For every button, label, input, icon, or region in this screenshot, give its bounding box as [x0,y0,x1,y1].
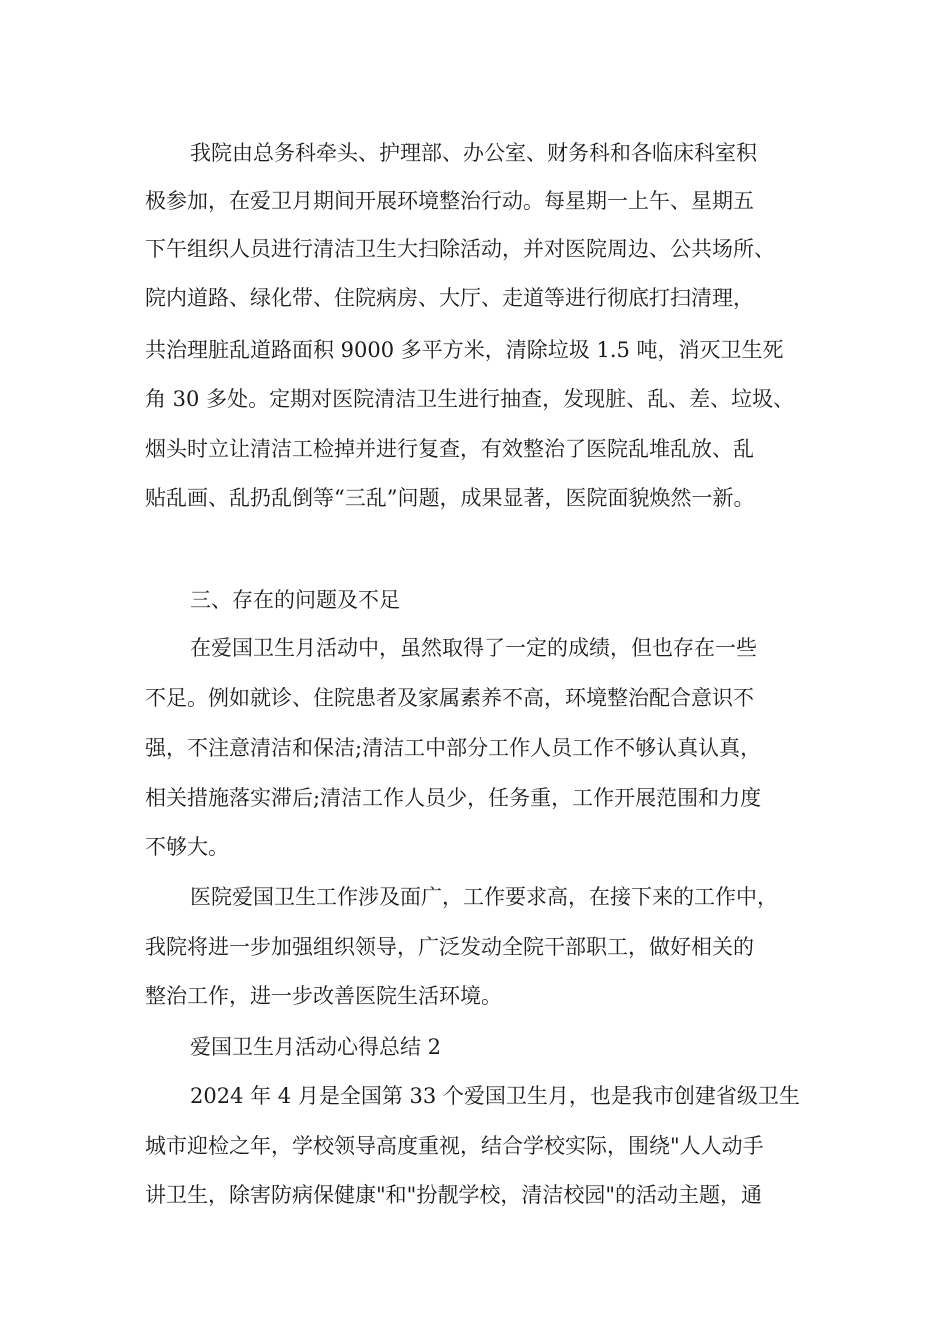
paragraph-4-line-1: 2024 年 4 月是全国第 33 个爱国卫生月，也是我市创建省级卫生 [190,1084,800,1108]
paragraph-1-line-3: 下午组织人员进行清洁卫生大扫除活动，并对医院周边、公共场所、 [145,237,775,261]
paragraph-1-line-1: 我院由总务科牵头、护理部、办公室、财务科和各临床科室积 [190,141,757,165]
paragraph-3-line-3: 整治工作，进一步改善医院生活环境。 [145,984,502,1008]
paragraph-1-line-8: 贴乱画、乱扔乱倒等“三乱”问题，成果显著，医院面貌焕然一新。 [145,486,755,510]
paragraph-3-line-1: 医院爱国卫生工作涉及面广，工作要求高，在接下来的工作中， [190,885,778,909]
paragraph-4-line-3: 讲卫生，除害防病保健康"和"扮靓学校，清洁校园"的活动主题，通 [145,1183,762,1207]
paragraph-2-line-1: 在爱国卫生月活动中，虽然取得了一定的成绩，但也存在一些 [190,636,757,660]
paragraph-1-line-5: 共治理脏乱道路面积 9000 多平方米，清除垃圾 1.5 吨，消灭卫生死 [145,338,784,362]
paragraph-1-line-2: 极参加，在爱卫月期间开展环境整治行动。每星期一上午、星期五 [145,189,754,213]
paragraph-2-line-3: 强，不注意清洁和保洁;清洁工中部分工作人员工作不够认真认真， [145,736,762,760]
paragraph-2-line-5: 不够大。 [145,835,229,859]
paragraph-3-line-2: 我院将进一步加强组织领导，广泛发动全院干部职工，做好相关的 [145,935,754,959]
paragraph-2-line-4: 相关措施落实滞后;清洁工作人员少，任务重，工作开展范围和力度 [145,786,762,810]
paragraph-2-line-2: 不足。例如就诊、住院患者及家属素养不高，环境整治配合意识不 [145,686,754,710]
section-heading: 三、存在的问题及不足 [190,588,400,612]
paragraph-1-line-4: 院内道路、绿化带、住院病房、大厅、走道等进行彻底打扫清理， [145,286,754,310]
paragraph-4-line-2: 城市迎检之年，学校领导高度重视，结合学校实际，围绕"人人动手 [145,1134,764,1158]
paragraph-1-line-7: 烟头时立让清洁工检掉并进行复查，有效整治了医院乱堆乱放、乱 [145,437,754,461]
article-title: 爱国卫生月活动心得总结 2 [190,1035,442,1059]
paragraph-1-line-6: 角 30 多处。定期对医院清洁卫生进行抽查，发现脏、乱、差、垃圾、 [145,387,795,411]
